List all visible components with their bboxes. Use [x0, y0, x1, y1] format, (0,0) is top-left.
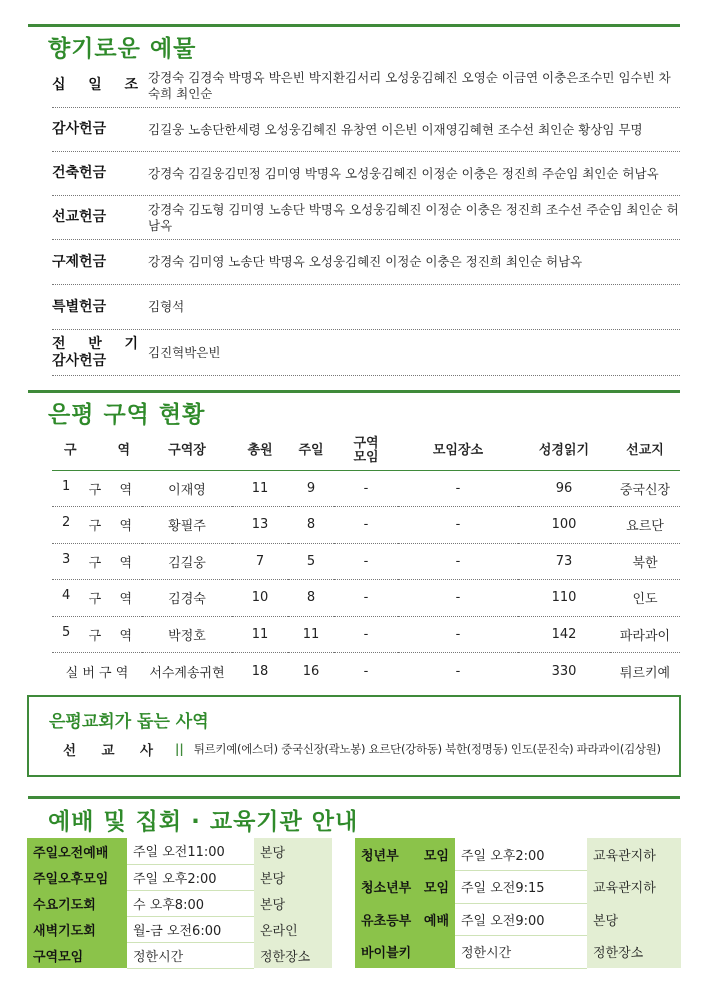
offering-label: 특별헌금	[52, 298, 107, 315]
zone-name: 1 구 역	[52, 470, 142, 507]
zone-bible: 110	[518, 580, 610, 617]
zone-leader: 이재영	[142, 470, 232, 507]
offering-label: 선교헌금	[52, 209, 107, 225]
zone-total: 18	[251, 663, 269, 679]
schedule-time: 주일 오전9:15	[455, 871, 587, 904]
zones-divider	[28, 390, 680, 393]
schedule-label: 유초등부 예배	[355, 903, 455, 936]
offering-names: 강경숙 김경숙 박명옥 박은빈 박지환김서리 오성웅김혜진 오영순 이금연 이충은조수민 임수빈 차숙희 최인순	[148, 69, 671, 101]
offerings-title: 향기로운 예물	[48, 36, 197, 62]
schedule-time: 주일 오후2:00	[127, 864, 254, 890]
zone-name: 3 구 역	[52, 543, 142, 580]
offering-names: 김형석	[148, 299, 185, 314]
mission-title: 은평교회가 돕는 사역	[49, 712, 209, 732]
mission-line	[63, 739, 661, 759]
schedule-row	[355, 936, 681, 969]
zone-sunday: 5	[288, 543, 334, 580]
zone-name: 실 버 구 역	[65, 665, 129, 681]
schedule-place: 본당	[254, 864, 332, 890]
zone-total: 11	[232, 616, 288, 653]
schedule-place: 본당	[254, 890, 332, 916]
zone-meeting: -	[334, 616, 398, 653]
zone-name: 4 구 역	[52, 580, 142, 617]
offering-names: 김길웅 노송단한세령 오성웅김혜진 유창연 이은빈 이재영김혜현 조수선 최인순 황상임 무명	[148, 121, 643, 137]
zones-title: 은평 구역 현황	[48, 402, 206, 428]
zone-sunday: 16	[302, 663, 320, 679]
zone-mission: 요르단	[610, 507, 680, 544]
zone-row	[52, 580, 680, 617]
zone-meeting: -	[334, 543, 398, 580]
schedule-place: 본당	[254, 838, 332, 864]
mission-label: 선 교 사	[63, 743, 153, 759]
offering-label: 구제헌금	[52, 253, 107, 270]
zone-meeting: -	[334, 580, 398, 617]
mission-separator: ||	[175, 742, 184, 756]
zone-bible: 330	[551, 663, 577, 679]
zone-sunday: 8	[288, 580, 334, 617]
schedule-time: 주일 오전9:00	[455, 903, 587, 936]
zone-bible: 73	[518, 543, 610, 580]
offering-row	[52, 240, 680, 285]
schedule-row	[27, 942, 332, 968]
schedule-label: 주일오전예배	[27, 838, 127, 864]
zone-total: 10	[232, 580, 288, 617]
zone-place: -	[455, 663, 461, 679]
schedule-time: 정한시간	[455, 936, 587, 969]
zone-mission: 튀르키예	[619, 665, 671, 681]
schedule-title: 예배 및 집회 · 교육기관 안내	[48, 809, 359, 835]
zone-sunday: 9	[288, 470, 334, 507]
mission-box	[27, 695, 681, 777]
schedule-place: 교육관지하	[587, 838, 681, 871]
schedule-label: 주일오후모임	[27, 864, 127, 890]
offering-names: 김진혁박은빈	[148, 344, 221, 360]
zone-meeting: -	[363, 663, 369, 679]
schedule-row	[355, 838, 681, 871]
schedule-label: 바이블키	[355, 936, 455, 969]
zone-row	[52, 653, 680, 690]
schedule-label: 수요기도회	[27, 890, 127, 916]
zone-name: 2 구 역	[52, 507, 142, 544]
schedule-row	[27, 916, 332, 942]
offering-label: 감사헌금	[52, 121, 107, 137]
schedule-time: 주일 오전11:00	[127, 838, 254, 864]
header-sunday: 주일	[288, 432, 334, 470]
schedule-place: 정한장소	[254, 942, 332, 968]
schedule-row	[27, 890, 332, 916]
schedule-label: 청년부 모임	[355, 838, 455, 871]
zone-place: -	[398, 507, 518, 544]
offering-label: 전 반 기 감사헌금	[52, 335, 138, 369]
schedule-row	[355, 871, 681, 904]
zone-meeting: -	[334, 507, 398, 544]
schedule-divider	[28, 796, 680, 799]
zone-leader: 황필주	[142, 507, 232, 544]
offering-names: 강경숙 김미영 노송단 박명옥 오성웅김혜진 이정순 이충은 정진희 최인순 허남옥	[148, 254, 583, 269]
zone-row	[52, 616, 680, 653]
zone-total: 11	[232, 470, 288, 507]
zone-leader: 김경숙	[142, 580, 232, 617]
top-divider	[28, 24, 680, 27]
zone-leader: 김길웅	[142, 543, 232, 580]
zone-bible: 96	[518, 470, 610, 507]
offering-label: 건축헌금	[52, 165, 107, 181]
offering-row	[52, 64, 680, 108]
schedule-label: 청소년부 모임	[355, 871, 455, 904]
header-zone: 구 역	[52, 432, 142, 470]
zone-bible: 142	[518, 616, 610, 653]
schedule-time: 주일 오후2:00	[455, 838, 587, 871]
zone-total: 13	[232, 507, 288, 544]
schedule-row	[27, 838, 332, 864]
schedule-label: 구역모임	[27, 942, 127, 968]
zone-meeting: -	[334, 470, 398, 507]
zone-total: 7	[232, 543, 288, 580]
zone-name: 5 구 역	[52, 616, 142, 653]
offering-label: 십 일 조	[52, 77, 138, 93]
header-leader: 구역장	[142, 432, 232, 470]
header-bible: 성경읽기	[518, 432, 610, 470]
zones-table	[52, 432, 680, 689]
schedule-label: 새벽기도회	[27, 916, 127, 942]
schedule-row	[27, 864, 332, 890]
schedule-place: 본당	[587, 903, 681, 936]
schedule-left-table	[27, 838, 332, 969]
offering-row	[52, 285, 680, 330]
mission-text: 튀르키예(에스더) 중국신장(곽노봉) 요르단(강하동) 북한(정명동) 인도(문진숙) 파라과이(김상원)	[193, 742, 661, 756]
schedule-place: 정한장소	[587, 936, 681, 969]
zone-sunday: 8	[288, 507, 334, 544]
schedule-right-table	[355, 838, 681, 969]
zone-mission: 파라과이	[610, 616, 680, 653]
header-meeting: 구역 모임	[334, 432, 398, 470]
zone-place: -	[398, 470, 518, 507]
offering-row	[52, 152, 680, 196]
header-mission: 선교지	[610, 432, 680, 470]
header-total: 총원	[232, 432, 288, 470]
schedule-time: 정한시간	[127, 942, 254, 968]
zone-row	[52, 543, 680, 580]
zone-place: -	[398, 616, 518, 653]
zones-header-row	[52, 432, 680, 470]
header-place: 모임장소	[398, 432, 518, 470]
zone-mission: 북한	[610, 543, 680, 580]
zone-sunday: 11	[288, 616, 334, 653]
offering-row	[52, 330, 680, 376]
zone-leader: 서수계송귀현	[149, 665, 225, 681]
zone-mission: 인도	[610, 580, 680, 617]
zone-place: -	[398, 543, 518, 580]
schedule-place: 교육관지하	[587, 871, 681, 904]
offering-row	[52, 196, 680, 240]
zone-row	[52, 507, 680, 544]
offering-names: 강경숙 김길웅김민정 김미영 박명옥 오성웅김혜진 이정순 이충은 정진희 주순임 최인순 허남옥	[148, 165, 659, 181]
schedule-time: 수 오후8:00	[127, 890, 254, 916]
schedule-place: 온라인	[254, 916, 332, 942]
zone-mission: 중국신장	[610, 470, 680, 507]
schedule-row	[355, 903, 681, 936]
zone-place: -	[398, 580, 518, 617]
offering-row	[52, 108, 680, 152]
offering-names: 강경숙 김도형 김미영 노송단 박명옥 오성웅김혜진 이정순 이충은 정진희 조수선 주순임 최인순 허남옥	[148, 201, 679, 233]
schedule-time: 월-금 오전6:00	[127, 916, 254, 942]
zone-row	[52, 470, 680, 507]
zone-bible: 100	[518, 507, 610, 544]
zone-leader: 박정호	[142, 616, 232, 653]
